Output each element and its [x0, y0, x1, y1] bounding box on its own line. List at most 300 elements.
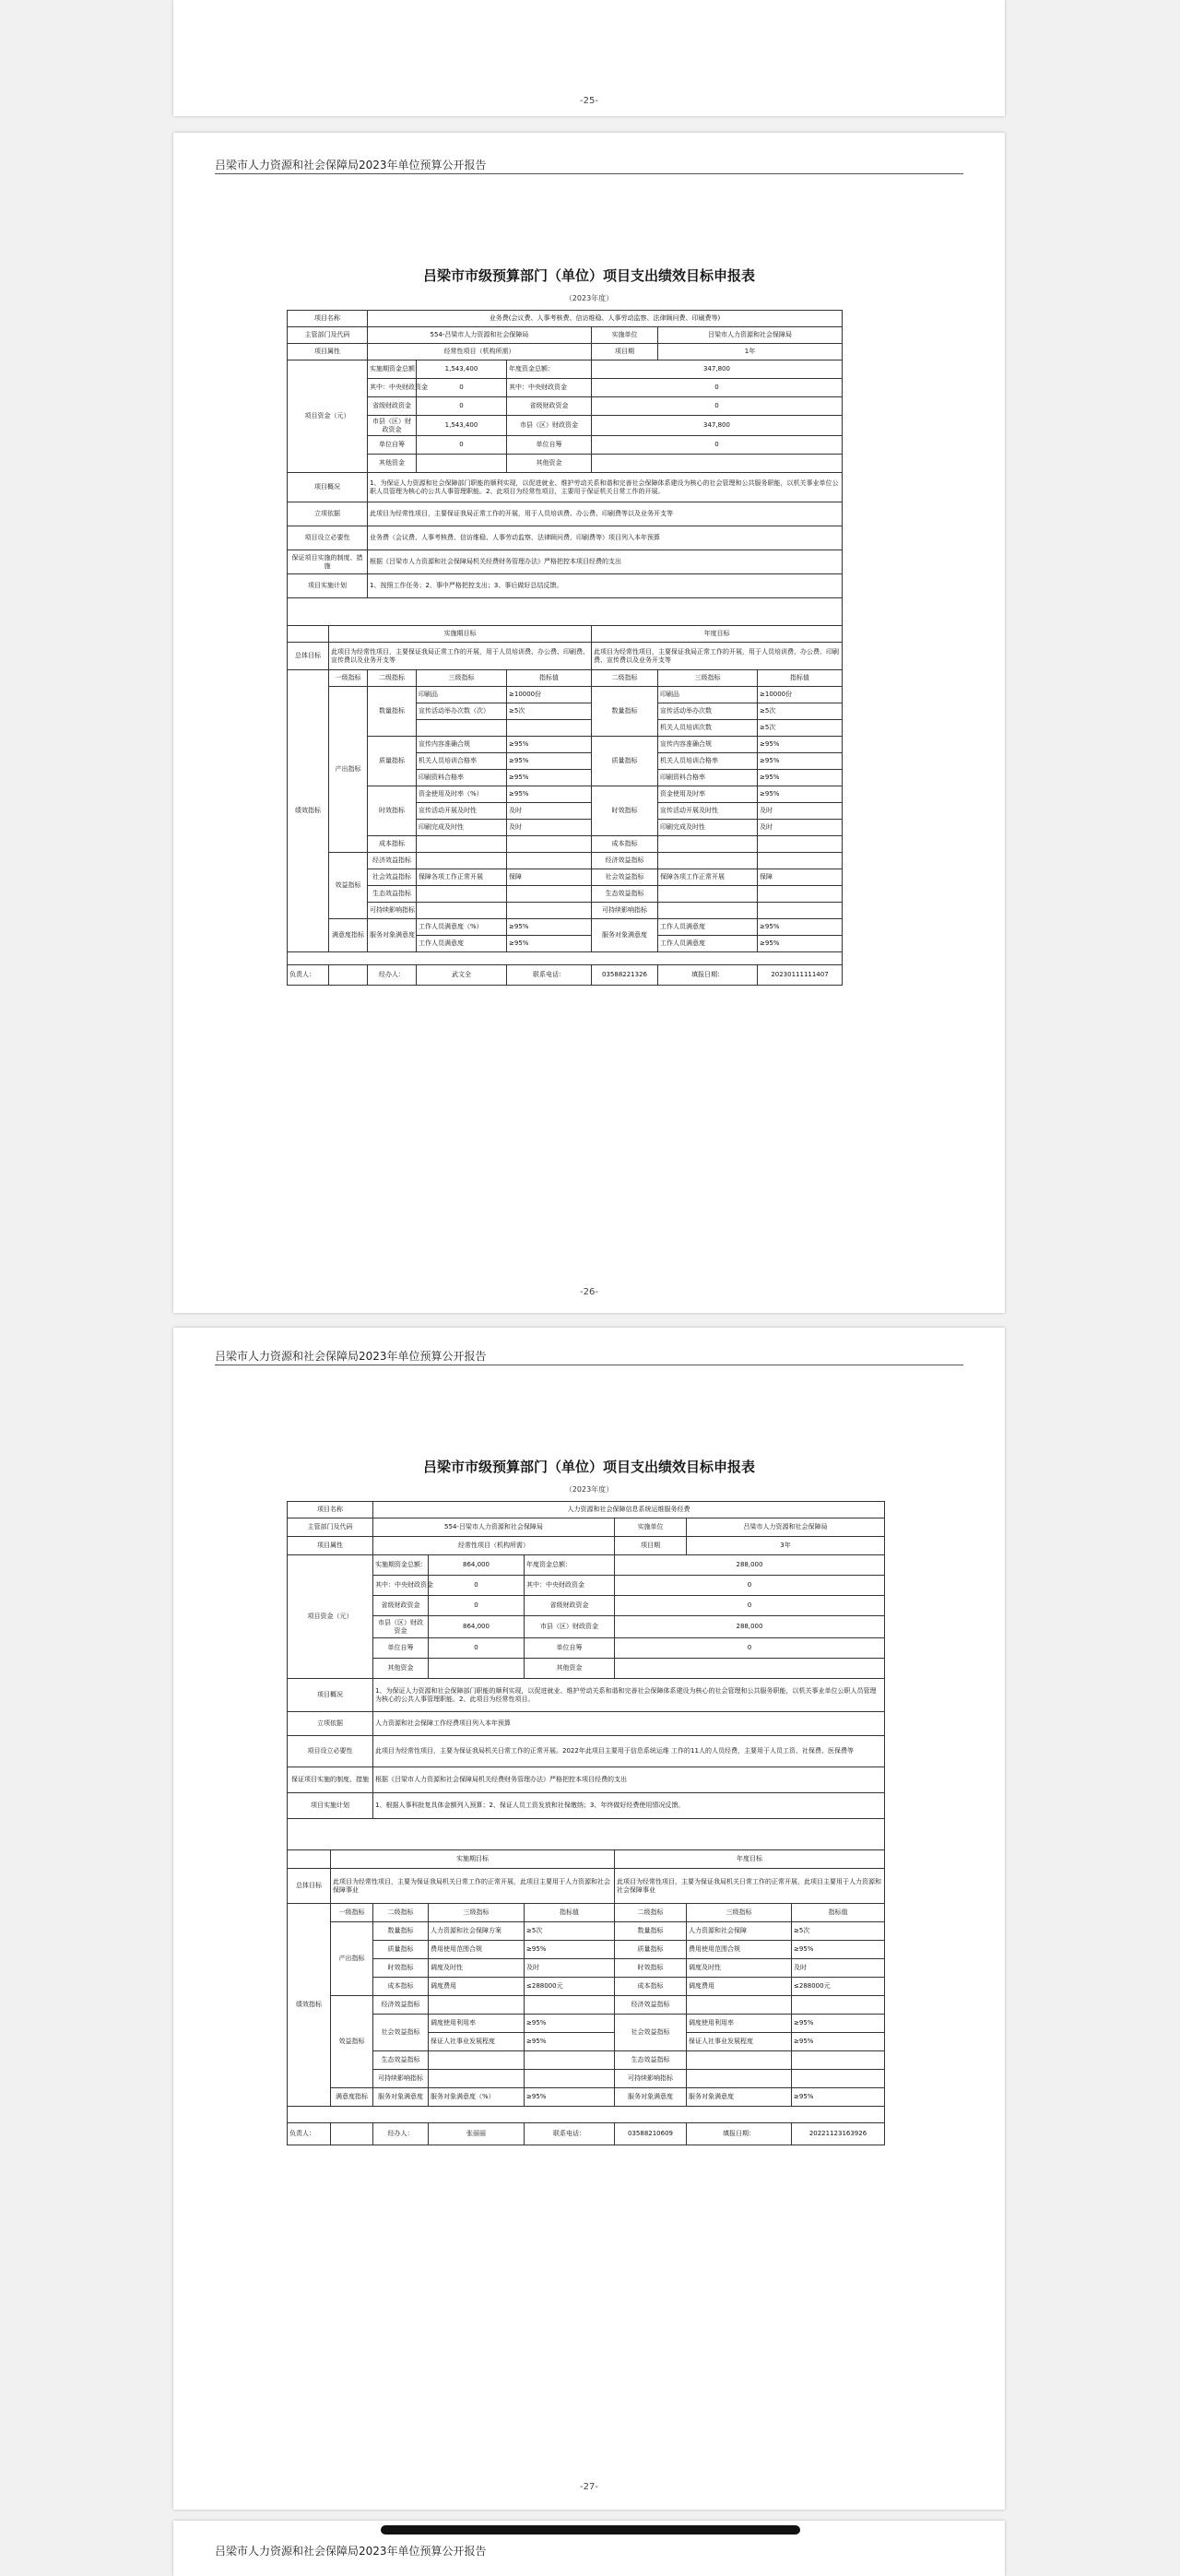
table-cell: 印刷品 — [417, 687, 507, 703]
table-cell: 及时 — [507, 803, 592, 820]
funds-other-label: 其他资金 — [368, 455, 417, 473]
dept-value: 554-吕梁市人力资源和社会保障局 — [373, 1518, 615, 1537]
funds-unit-label-r: 单位自筹 — [525, 1638, 615, 1659]
table-cell: 成本指标 — [373, 1978, 429, 1996]
table-cell: 时效指标 — [592, 786, 658, 836]
project-name-label: 项目名称 — [288, 1502, 373, 1518]
table-cell: 及时 — [525, 1959, 615, 1978]
table-cell: 调度使用利用率 — [687, 2015, 792, 2033]
table-cell: 人力资源和社会保障方案 — [429, 1922, 525, 1941]
table-cell — [507, 853, 592, 869]
funds-province-r: 0 — [592, 397, 843, 416]
table-cell: ≥95% — [525, 2033, 615, 2051]
table-cell: 生态效益指标 — [592, 886, 658, 903]
necessity-label: 项目设立必要性 — [288, 526, 368, 550]
impl-unit-value: 吕梁市人力资源和社会保障局 — [687, 1518, 885, 1537]
funds-province-r: 0 — [615, 1596, 885, 1616]
table-cell: ≥95% — [792, 2033, 885, 2051]
overview-text: 1、为保证人力资源和社会保障部门职能的顺利实现，以促进就业、维护劳动关系和谐和完善社会保障体系建设为核心的社会管理和公共服务职能，以机关事业单位公职人员管理为核心的公共人事管理职能。2、此项目为经常性项目，主要用于保证机关日常工作的开展。 — [368, 473, 843, 502]
basis-label: 立项依据 — [288, 502, 368, 526]
table-cell: 费用使用范围合规 — [687, 1941, 792, 1959]
table-cell — [507, 886, 592, 903]
funds-city-label: 市县（区）财政资金 — [368, 416, 417, 436]
table-cell — [525, 2051, 615, 2070]
page-27 — [173, 1328, 1005, 2510]
table-cell: 宣传活动举办次数（次） — [417, 703, 507, 720]
header-level2: 二级指标 — [373, 1904, 429, 1922]
handler-label: 经办人： — [373, 2123, 429, 2145]
table-cell: 成本指标 — [615, 1978, 687, 1996]
plan-text: 1、根据人事科批复具体金额列入预算；2、保证人员工资发放和社保缴纳；3、年终做好经费使用情况反馈。 — [373, 1793, 885, 1819]
table-cell — [758, 836, 843, 853]
table-cell: 宣传内容准确合规 — [417, 737, 507, 753]
page-number: -26- — [580, 1287, 598, 1297]
table-cell — [507, 720, 592, 737]
document-year: （2023年度） — [564, 294, 614, 302]
basis-label: 立项依据 — [288, 1712, 373, 1736]
table-cell: 经济效益指标 — [368, 853, 417, 869]
table-cell: ≥95% — [758, 919, 843, 936]
table-cell: 质量指标 — [373, 1941, 429, 1959]
table-cell — [658, 886, 758, 903]
funds-unit: 0 — [429, 1638, 525, 1659]
table-cell: 经济效益指标 — [615, 1996, 687, 2015]
performance-table — [287, 1501, 885, 2145]
table-cell: ≥95% — [758, 737, 843, 753]
overview-label: 项目概况 — [288, 1679, 373, 1712]
table-cell: 生态效益指标 — [373, 2051, 429, 2070]
header-level3-r: 三级指标 — [687, 1904, 792, 1922]
table-cell: ≥95% — [792, 2015, 885, 2033]
blank-row — [288, 598, 843, 626]
table-cell: 及时 — [507, 820, 592, 836]
phone-label: 联系电话： — [525, 2123, 615, 2145]
table-cell: 印刷完成及时性 — [417, 820, 507, 836]
dept-label: 主管部门及代码 — [288, 1518, 373, 1537]
funds-province-label: 省级财政资金 — [373, 1596, 429, 1616]
table-cell: 质量指标 — [592, 737, 658, 786]
table-cell: 服务对象满意度（%） — [429, 2088, 525, 2107]
table-cell: 服务对象满意度 — [687, 2088, 792, 2107]
phone-value: 03588210609 — [615, 2123, 687, 2145]
funds-central-label: 其中：中央财政资金 — [373, 1576, 429, 1596]
table-cell: 调度使用利用率 — [429, 2015, 525, 2033]
dept-label: 主管部门及代码 — [288, 327, 368, 344]
header-level1: 一级指标 — [329, 670, 368, 687]
table-cell: 调度费用 — [687, 1978, 792, 1996]
header-level3: 三级指标 — [429, 1904, 525, 1922]
funds-central: 0 — [417, 379, 507, 397]
table-cell — [758, 886, 843, 903]
funds-city-r: 288,000 — [615, 1616, 885, 1638]
attr-value: 经常性项目（机构所需） — [368, 344, 592, 360]
table-cell: ≤288000元 — [525, 1978, 615, 1996]
plan-label: 项目实施计划 — [288, 1793, 373, 1819]
table-cell: ≥95% — [792, 2088, 885, 2107]
table-cell: 社会效益指标 — [373, 2015, 429, 2051]
table-cell — [525, 1996, 615, 2015]
header-value: 指标值 — [507, 670, 592, 687]
funds-other-r — [592, 455, 843, 473]
table-cell: 经济效益指标 — [592, 853, 658, 869]
funds-province: 0 — [429, 1596, 525, 1616]
funds-annual-label: 年度资金总额： — [525, 1555, 615, 1576]
header-value-r: 指标值 — [758, 670, 843, 687]
period-value: 3年 — [687, 1537, 885, 1555]
table-cell: ≥95% — [507, 919, 592, 936]
overview-label: 项目概况 — [288, 473, 368, 502]
table-cell: 及时 — [758, 820, 843, 836]
funds-total-label: 实施期资金总额： — [373, 1555, 429, 1576]
table-cell — [658, 853, 758, 869]
table-cell: 经济效益指标 — [373, 1996, 429, 2015]
necessity-text: 此项目为经常性项目，主要为保证我局机关日常工作的正常开展。2022年此项目主要用于信息系统运维 工作的11人的人员经费，主要用于人员工资、社保费、医保费等 — [373, 1736, 885, 1767]
attr-label: 项目属性 — [288, 1537, 373, 1555]
funds-unit: 0 — [417, 436, 507, 455]
funds-city-r: 347,800 — [592, 416, 843, 436]
funds-central-r: 0 — [615, 1576, 885, 1596]
table-cell: ≤288000元 — [792, 1978, 885, 1996]
table-cell — [687, 2070, 792, 2088]
guarantee-text: 根据《吕梁市人力资源和社会保障局机关经费财务管理办法》严格把控本项目经费的支出 — [368, 550, 843, 574]
funds-unit-r: 0 — [592, 436, 843, 455]
table-cell: 工作人员满意度 — [417, 936, 507, 952]
funds-annual: 288,000 — [615, 1555, 885, 1576]
table-cell: 服务对象满意度 — [615, 2088, 687, 2107]
report-header: 吕梁市人力资源和社会保障局2023年单位预算公开报告 — [215, 159, 487, 171]
date-label: 填报日期： — [687, 2123, 792, 2145]
table-cell: 机关人员培训合格率 — [417, 753, 507, 770]
table-cell — [429, 2070, 525, 2088]
funds-other-label-r: 其他资金 — [507, 455, 592, 473]
project-name: 人力资源和社会保障信息系统运维服务经费 — [373, 1502, 885, 1518]
table-cell: 印刷资料合格率 — [658, 770, 758, 786]
table-cell: 宣传活动开展及时性 — [658, 803, 758, 820]
table-cell: 数量指标 — [592, 687, 658, 737]
overall-label: 总体目标 — [288, 643, 329, 670]
table-cell: 调度费用 — [429, 1978, 525, 1996]
blank-row — [288, 1819, 885, 1850]
phone-label: 联系电话： — [507, 965, 592, 986]
impl-unit-value: 吕梁市人力资源和社会保障局 — [658, 327, 843, 344]
funds-other-r — [615, 1659, 885, 1679]
benefit-label: 效益指标 — [329, 853, 368, 919]
dept-value: 554-吕梁市人力资源和社会保障局 — [368, 327, 592, 344]
table-cell: 成本指标 — [592, 836, 658, 853]
impl-unit-label: 实施单位 — [592, 327, 658, 344]
blank-cell — [331, 2123, 373, 2145]
date-label: 填报日期： — [658, 965, 758, 986]
table-cell: ≥95% — [792, 1941, 885, 1959]
home-indicator-bar[interactable] — [381, 2525, 800, 2535]
date-value: 20230111111407 — [758, 965, 843, 986]
table-cell — [417, 853, 507, 869]
table-cell: 服务对象满意度 — [373, 2088, 429, 2107]
handler-name: 武文全 — [417, 965, 507, 986]
header-value: 指标值 — [525, 1904, 615, 1922]
table-cell: 生态效益指标 — [615, 2051, 687, 2070]
attr-value: 经常性项目（机构所需） — [373, 1537, 615, 1555]
funds-unit-label-r: 单位自筹 — [507, 436, 592, 455]
table-cell: 社会效益指标 — [592, 869, 658, 886]
goal-year-label: 年度目标 — [592, 626, 843, 643]
table-cell — [525, 2070, 615, 2088]
table-cell: 及时 — [758, 803, 843, 820]
table-cell: 工作人员满意度 — [658, 936, 758, 952]
table-cell: ≥95% — [507, 936, 592, 952]
period-label: 项目期 — [592, 344, 658, 360]
table-cell — [687, 1996, 792, 2015]
table-cell: 成本指标 — [368, 836, 417, 853]
funds-annual-label: 年度资金总额： — [507, 360, 592, 379]
table-cell: 服务对象满意度 — [592, 919, 658, 952]
satisfaction-label: 满意度指标 — [329, 919, 368, 952]
output-label: 产出指标 — [331, 1922, 373, 1996]
table-cell: 机关人员培训合格率 — [658, 753, 758, 770]
table-cell — [417, 836, 507, 853]
page-26 — [173, 133, 1005, 1313]
table-cell: 人力资源和社会保障 — [687, 1922, 792, 1941]
funds-central-r: 0 — [592, 379, 843, 397]
table-cell: ≥95% — [525, 2015, 615, 2033]
funds-total: 1,543,400 — [417, 360, 507, 379]
phone-value: 03588221326 — [592, 965, 658, 986]
funds-label: 项目资金（元） — [288, 1555, 373, 1679]
blank-cell — [329, 965, 368, 986]
table-cell: ≥10000份 — [507, 687, 592, 703]
funds-province: 0 — [417, 397, 507, 416]
table-cell: 可持续影响指标 — [615, 2070, 687, 2088]
page-25 — [173, 0, 1005, 116]
funds-city: 864,000 — [429, 1616, 525, 1638]
project-name: 业务费(会议费、人事考核费、信访维稳、人事劳动监察、法律顾问费、印刷费等) — [368, 311, 843, 327]
table-cell: 社会效益指标 — [368, 869, 417, 886]
goal-impl-label: 实施期目标 — [331, 1850, 615, 1869]
necessity-text: 业务费（会议费、人事考核费、信访维稳、人事劳动监察、法律顾问费、印刷费等）项目列入本年预算 — [368, 526, 843, 550]
benefit-label: 效益指标 — [331, 1996, 373, 2088]
table-cell: 可持续影响指标 — [373, 2070, 429, 2088]
header-level2-r: 二级指标 — [592, 670, 658, 687]
funds-unit-r: 0 — [615, 1638, 885, 1659]
table-cell: 数量指标 — [615, 1922, 687, 1941]
table-cell: 质量指标 — [615, 1941, 687, 1959]
table-cell: 时效指标 — [368, 786, 417, 836]
table-cell: 数量指标 — [368, 687, 417, 737]
funds-label: 项目资金（元） — [288, 360, 368, 473]
overview-text: 1、为保证人力资源和社会保障部门职能的顺利实现，以促进就业、维护劳动关系和谐和完善社会保障体系建设为核心的社会管理和公共服务职能，以机关事业单位公职人员管理为核心的公共人事管理职能。2、此项目为经常性项目。 — [373, 1679, 885, 1712]
page-number: -25- — [580, 96, 598, 106]
table-cell: 保障 — [507, 869, 592, 886]
handler-label: 经办人： — [368, 965, 417, 986]
table-cell — [417, 903, 507, 919]
period-label: 项目期 — [615, 1537, 687, 1555]
table-cell: 工作人员满意度（%） — [417, 919, 507, 936]
perf-label: 绩效指标 — [288, 670, 329, 952]
overall-impl: 此项目为经常性项目，主要为保证我局机关日常工作的正常开展，此项目主要用于人力资源和社会保障事业 — [331, 1869, 615, 1904]
table-cell: 生态效益指标 — [368, 886, 417, 903]
goal-year-label: 年度目标 — [615, 1850, 885, 1869]
table-cell: 可持续影响指标 — [592, 903, 658, 919]
table-cell — [758, 853, 843, 869]
impl-unit-label: 实施单位 — [615, 1518, 687, 1537]
funds-central-label-r: 其中：中央财政资金 — [525, 1576, 615, 1596]
table-cell: ≥95% — [758, 786, 843, 803]
table-cell: 保障 — [758, 869, 843, 886]
page-number: -27- — [580, 2482, 598, 2492]
report-header: 吕梁市人力资源和社会保障局2023年单位预算公开报告 — [215, 2545, 487, 2558]
table-cell: ≥5次 — [758, 703, 843, 720]
funds-central-label-r: 其中：中央财政资金 — [507, 379, 592, 397]
funds-province-label-r: 省级财政资金 — [525, 1596, 615, 1616]
document-year: （2023年度） — [564, 1485, 614, 1494]
table-cell: ≥5次 — [525, 1922, 615, 1941]
table-cell: 社会效益指标 — [615, 2015, 687, 2051]
output-label: 产出指标 — [329, 687, 368, 853]
funds-central-label: 其中：中央财政资金 — [368, 379, 417, 397]
table-cell — [417, 886, 507, 903]
table-cell: ≥10000份 — [758, 687, 843, 703]
project-name-label: 项目名称 — [288, 311, 368, 327]
plan-text: 1、按照工作任务；2、事中严格把控支出；3、事后做好总结反馈。 — [368, 574, 843, 598]
funds-total-label: 实施期资金总额： — [368, 360, 417, 379]
table-cell: ≥95% — [507, 753, 592, 770]
period-value: 1年 — [658, 344, 843, 360]
table-cell: 时效指标 — [373, 1959, 429, 1978]
blank-cell — [288, 626, 329, 643]
table-cell: 可持续影响指标 — [368, 903, 417, 919]
table-cell: 印刷完成及时性 — [658, 820, 758, 836]
table-cell: 服务对象满意度 — [368, 919, 417, 952]
header-value-r: 指标值 — [792, 1904, 885, 1922]
funds-city-label-r: 市县（区）财政资金 — [507, 416, 592, 436]
overall-year: 此项目为经常性项目，主要保证我局正常工作的开展，用于人员培训费、办公费、印刷费、宣传费以及业务开支等 — [592, 643, 843, 670]
document-title: 吕梁市市级预算部门（单位）项目支出绩效目标申报表 — [422, 1459, 755, 1475]
table-cell: ≥95% — [525, 1941, 615, 1959]
satisfaction-label: 满意度指标 — [331, 2088, 373, 2107]
funds-other-label: 其他资金 — [373, 1659, 429, 1679]
funds-city-label-r: 市县（区）财政资金 — [525, 1616, 615, 1638]
funds-other-label-r: 其他资金 — [525, 1659, 615, 1679]
table-cell — [658, 836, 758, 853]
funds-total: 864,000 — [429, 1555, 525, 1576]
table-cell — [429, 1996, 525, 2015]
funds-province-label: 省级财政资金 — [368, 397, 417, 416]
table-cell: 印刷资料合格率 — [417, 770, 507, 786]
table-cell: ≥95% — [758, 936, 843, 952]
funds-city: 1,543,400 — [417, 416, 507, 436]
date-value: 20221123163926 — [792, 2123, 885, 2145]
header-level1: 一级指标 — [331, 1904, 373, 1922]
table-cell — [758, 903, 843, 919]
table-cell: ≥95% — [507, 770, 592, 786]
table-cell: 宣传活动举办次数 — [658, 703, 758, 720]
table-cell — [507, 903, 592, 919]
header-level3: 三级指标 — [417, 670, 507, 687]
blank-cell — [288, 1850, 331, 1869]
table-cell: 印刷品 — [658, 687, 758, 703]
header-level2: 二级指标 — [368, 670, 417, 687]
table-cell — [687, 2051, 792, 2070]
table-cell — [658, 903, 758, 919]
basis-text: 此项目为经常性项目，主要保证我局正常工作的开展，用于人员培训费、办公费、印刷费等以及业务开支等 — [368, 502, 843, 526]
table-cell: 保证人社事业发展程度 — [429, 2033, 525, 2051]
header-level3-r: 三级指标 — [658, 670, 758, 687]
table-cell: 质量指标 — [368, 737, 417, 786]
overall-label: 总体目标 — [288, 1869, 331, 1904]
table-cell: 宣传内容准确合规 — [658, 737, 758, 753]
guarantee-text: 根据《吕梁市人力资源和社会保障局机关经费财务管理办法》严格把控本项目经费的支出 — [373, 1767, 885, 1793]
table-cell — [792, 2051, 885, 2070]
table-cell: ≥95% — [758, 770, 843, 786]
header-divider — [215, 173, 963, 174]
table-cell: 费用使用范围合规 — [429, 1941, 525, 1959]
table-cell: ≥95% — [758, 753, 843, 770]
funds-unit-label: 单位自筹 — [368, 436, 417, 455]
table-cell: 机关人员培训次数 — [658, 720, 758, 737]
table-cell: 资金使用及时率 — [658, 786, 758, 803]
table-cell: 宣传活动开展及时性 — [417, 803, 507, 820]
goal-impl-label: 实施期目标 — [329, 626, 592, 643]
funds-other — [417, 455, 507, 473]
table-cell: 工作人员满意度 — [658, 919, 758, 936]
blank-row — [288, 952, 843, 965]
table-cell: 资金使用及时率（%） — [417, 786, 507, 803]
overall-year: 此项目为经常性项目，主要为保证我局机关日常工作的正常开展，此项目主要用于人力资源和社会保障事业 — [615, 1869, 885, 1904]
table-cell: 保障各项工作正常开展 — [417, 869, 507, 886]
table-cell: ≥95% — [507, 737, 592, 753]
funds-annual: 347,800 — [592, 360, 843, 379]
funds-other — [429, 1659, 525, 1679]
funds-province-label-r: 省级财政资金 — [507, 397, 592, 416]
table-cell: 数量指标 — [373, 1922, 429, 1941]
table-cell: ≥95% — [525, 2088, 615, 2107]
leader-label: 负责人： — [288, 2123, 331, 2145]
necessity-label: 项目设立必要性 — [288, 1736, 373, 1767]
table-cell: 调度及时性 — [687, 1959, 792, 1978]
table-cell: ≥5次 — [507, 703, 592, 720]
header-level2-r: 二级指标 — [615, 1904, 687, 1922]
report-header: 吕梁市人力资源和社会保障局2023年单位预算公开报告 — [215, 1350, 487, 1363]
funds-unit-label: 单位自筹 — [373, 1638, 429, 1659]
table-cell: 保障各项工作正常开展 — [658, 869, 758, 886]
funds-central: 0 — [429, 1576, 525, 1596]
table-cell: ≥5次 — [792, 1922, 885, 1941]
attr-label: 项目属性 — [288, 344, 368, 360]
plan-label: 项目实施计划 — [288, 574, 368, 598]
document-title: 吕梁市市级预算部门（单位）项目支出绩效目标申报表 — [422, 267, 755, 284]
basis-text: 人力资源和社会保障工作经费项目列入本年预算 — [373, 1712, 885, 1736]
table-cell — [792, 1996, 885, 2015]
perf-label: 绩效指标 — [288, 1904, 331, 2107]
handler-name: 张丽丽 — [429, 2123, 525, 2145]
table-cell: ≥5次 — [758, 720, 843, 737]
blank-row — [288, 2107, 885, 2123]
leader-label: 负责人： — [288, 965, 329, 986]
guarantee-label: 保证项目实施的制度、措施 — [288, 550, 368, 574]
table-cell — [507, 836, 592, 853]
funds-city-label: 市县（区）财政资金 — [373, 1616, 429, 1638]
table-cell: 时效指标 — [615, 1959, 687, 1978]
table-cell — [417, 720, 507, 737]
overall-impl: 此项目为经常性项目，主要保证我局正常工作的开展，用于人员培训费、办公费、印刷费、宣传费以及业务开支等 — [329, 643, 592, 670]
table-cell: 保证人社事业发展程度 — [687, 2033, 792, 2051]
table-cell: ≥95% — [507, 786, 592, 803]
table-cell — [792, 2070, 885, 2088]
table-cell: 及时 — [792, 1959, 885, 1978]
guarantee-label: 保证项目实施的制度、措施 — [288, 1767, 373, 1793]
performance-table — [287, 310, 843, 986]
table-cell — [429, 2051, 525, 2070]
